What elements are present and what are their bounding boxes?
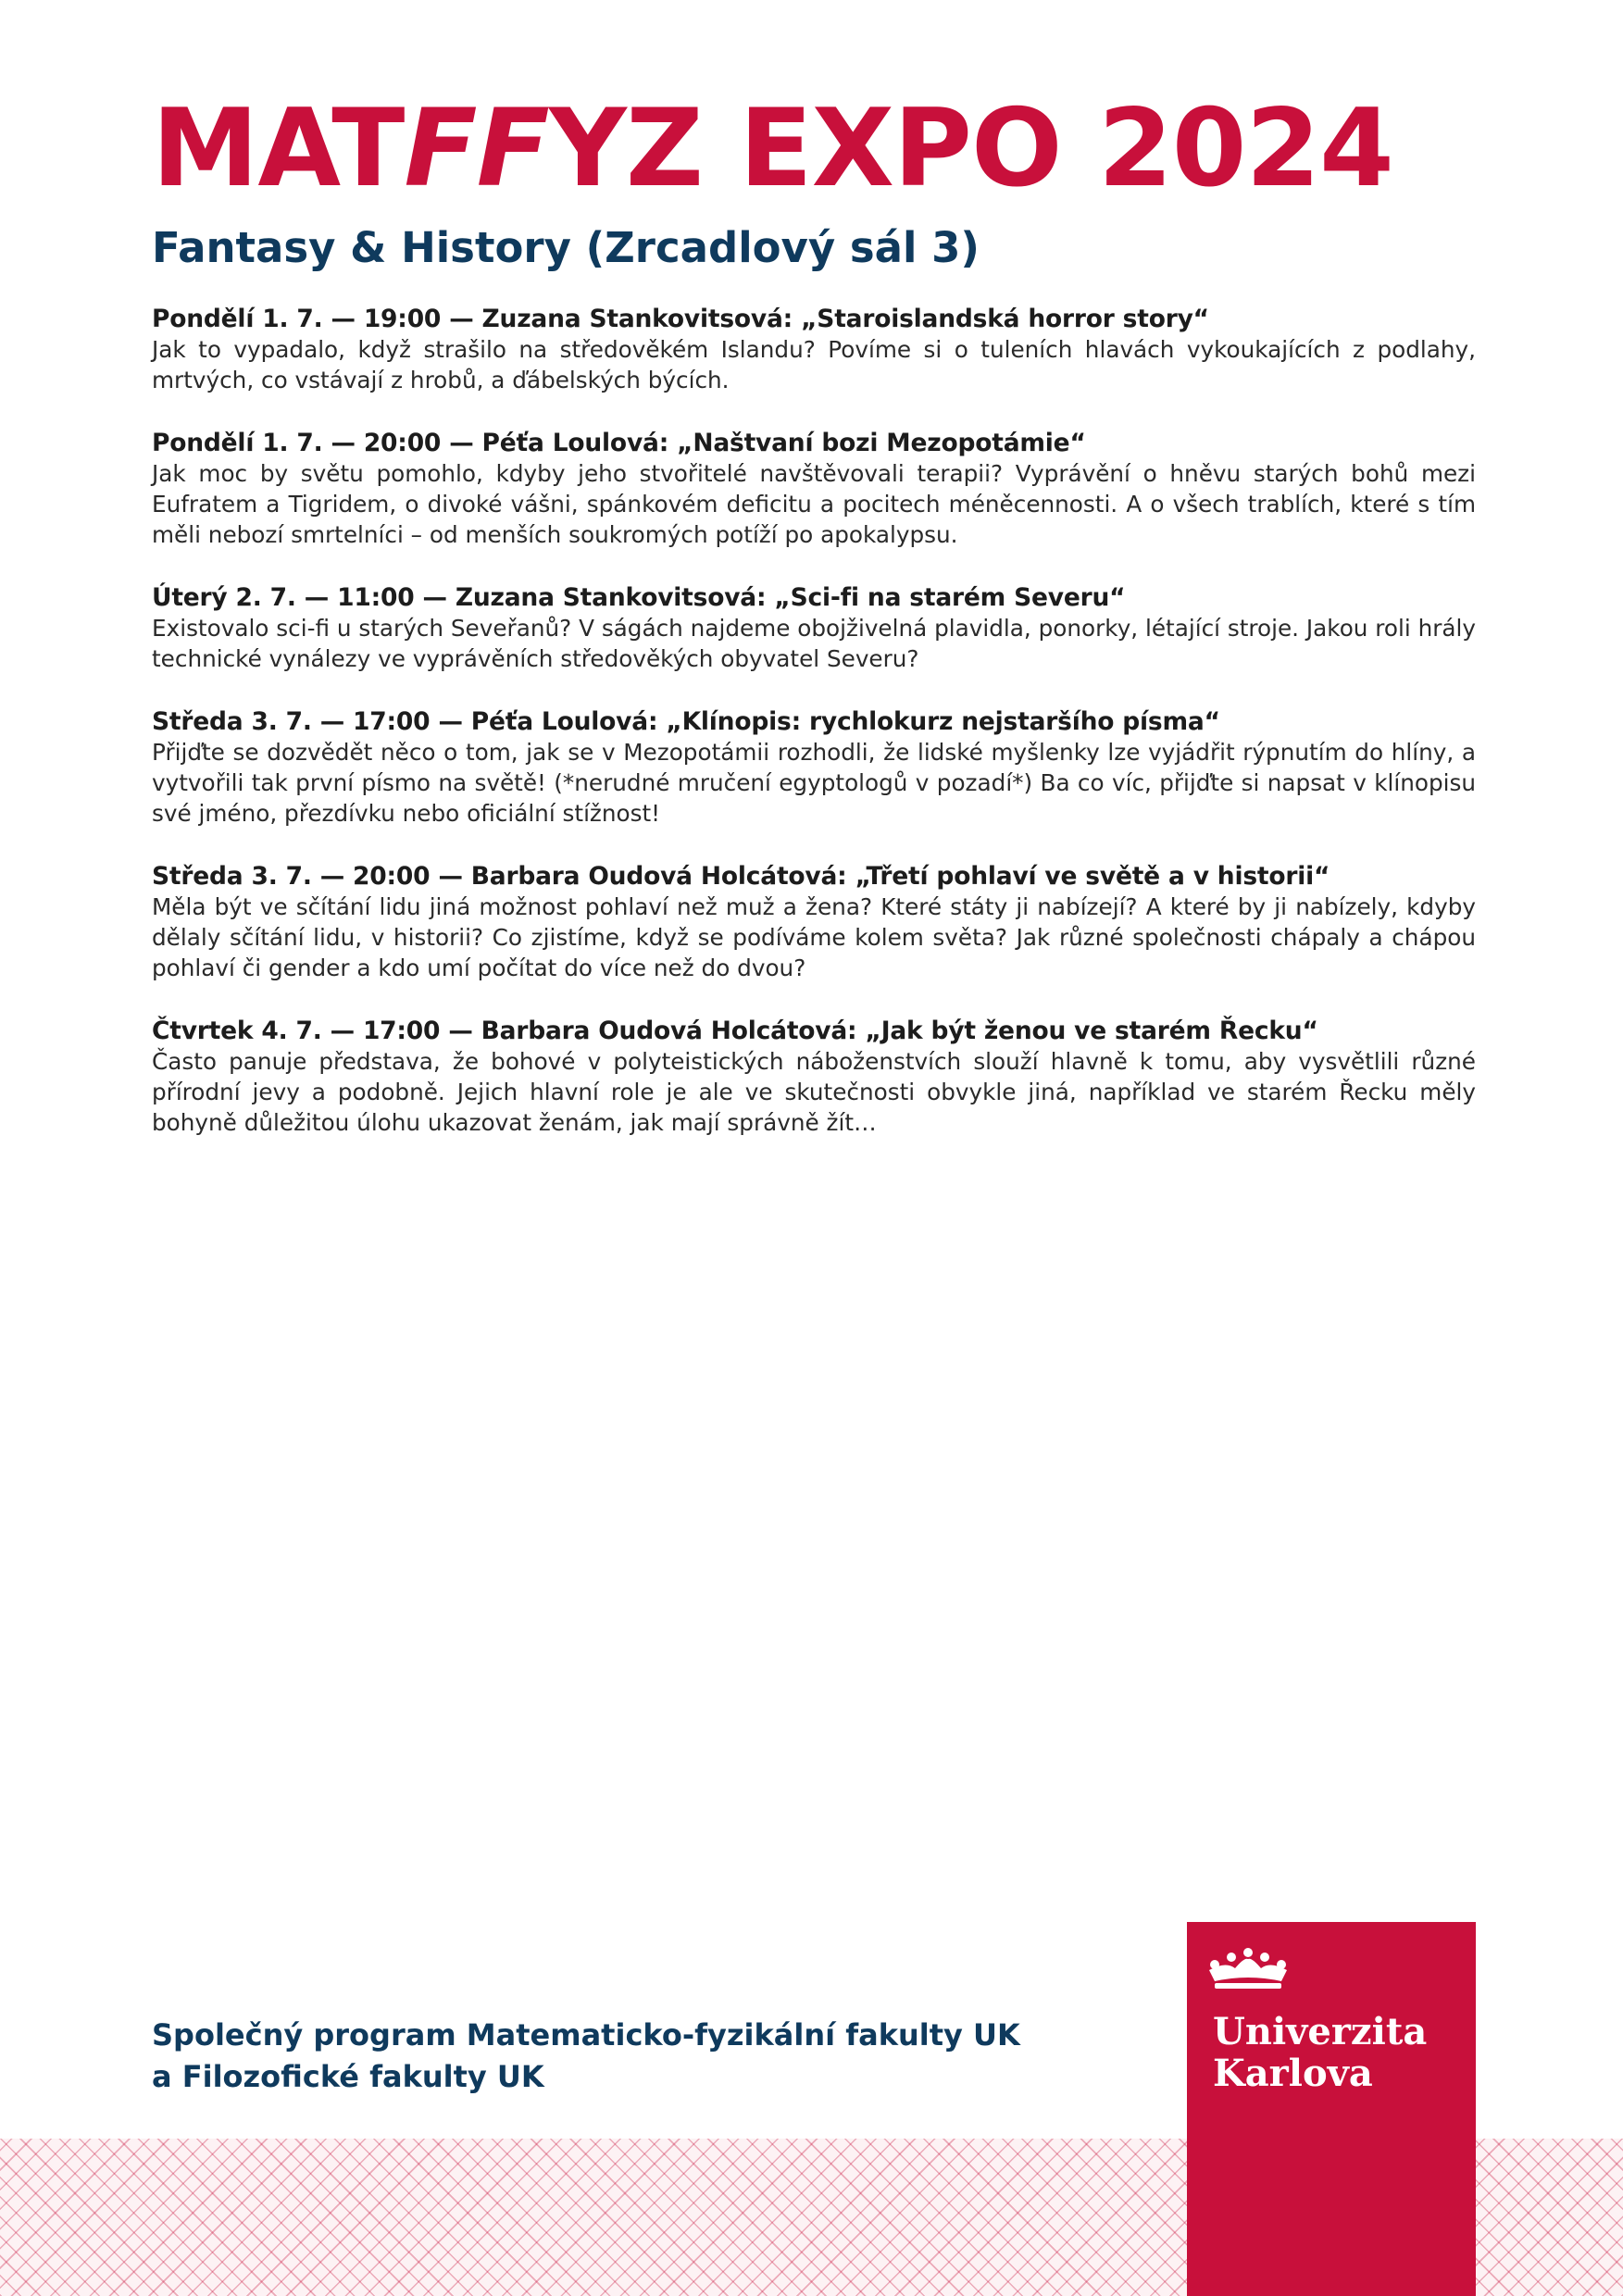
title-part-rest: YZ EXPO 2024 — [548, 86, 1393, 211]
event-item — [152, 861, 1476, 983]
title-part-ff: FF — [404, 86, 549, 211]
university-name-line-1: Univerzita — [1213, 2010, 1428, 2053]
event-description: Měla být ve sčítání lidu jiná možnost pohlaví než muž a žena? Které státy ji nabízejí? A které by ji nabízely, kdyby dělaly sčítání lidu, v historii? Co zjistíme, když se podíváme kolem světa? Jak různé společnosti chápaly a chápou pohlaví či gender a kdo umí počítat do více než do dvou? — [152, 893, 1476, 981]
footer-line-2: a Filozofické fakulty UK — [152, 2059, 544, 2094]
footer-line-1: Společný program Matematicko-fyzikální fakulty UK — [152, 2017, 1020, 2053]
university-name-line-2: Karlova — [1213, 2052, 1373, 2095]
event-description: Jak moc by světu pomohlo, kdyby jeho stvořitelé navštěvovali terapii? Vyprávění o hněvu starých bohů mezi Eufratem a Tigridem, o divoké vášni, spánkovém deficitu a pocitech méněcennosti. A o všech trablích, které s tím měli nebozí smrtelníci – od menších soukromých potíží po apokalypsu. — [152, 460, 1476, 548]
event-title: Středa 3. 7. — 17:00 — Péťa Loulová: „Klínopis: rychlokurz nejstaršího písma“ — [152, 707, 1220, 736]
crown-icon — [1204, 1948, 1292, 1990]
event-description: Často panuje představa, že bohové v polyteistických náboženstvích slouží hlavně k tomu, aby vysvětlili různé přírodní jevy a podobně. Jejich hlavní role je ale ve skutečnosti obvykle jiná, například ve starém Řecku měly bohyně důležitou úlohu ukazovat ženám, jak mají správně žít… — [152, 1048, 1476, 1136]
title-part-mat: MAT — [152, 86, 405, 211]
event-title: Čtvrtek 4. 7. — 17:00 — Barbara Oudová Holcátová: „Jak být ženou ve starém Řecku“ — [152, 1017, 1318, 1045]
event-title: Pondělí 1. 7. — 20:00 — Péťa Loulová: „Naštvaní bozi Mezopotámie“ — [152, 429, 1086, 457]
event-item — [152, 1016, 1476, 1138]
event-item — [152, 304, 1476, 395]
university-name — [1213, 2011, 1427, 2094]
event-description: Existovalo sci-fi u starých Seveřanů? V ságách najdeme obojživelná plavidla, ponorky, létající stroje. Jakou roli hrály technické vynálezy ve vyprávěních středověkých obyvatel Severu? — [152, 615, 1476, 672]
event-title: Úterý 2. 7. — 11:00 — Zuzana Stankovitsová: „Sci-fi na starém Severu“ — [152, 583, 1126, 612]
session-heading: Fantasy & History (Zrcadlový sál 3) — [152, 223, 980, 272]
event-item — [152, 706, 1476, 829]
univerzita-karlova-logo — [1187, 1922, 1476, 2296]
event-item — [152, 428, 1476, 550]
footer-note — [152, 2015, 1020, 2098]
event-description: Přijďte se dozvědět něco o tom, jak se v Mezopotámii rozhodli, že lidské myšlenky lze vyjádřit rýpnutím do hlíny, a vytvořili tak první písmo na světě! (*nerudné mručení egyptologů v pozadí*) Ba co víc, přijďte si napsat v klínopisu své jméno, přezdívku nebo oficiální stížnost! — [152, 739, 1476, 827]
event-title: Pondělí 1. 7. — 19:00 — Zuzana Stankovitsová: „Staroislandská horror story“ — [152, 305, 1209, 333]
event-title: Středa 3. 7. — 20:00 — Barbara Oudová Holcátová: „Třetí pohlaví ve světě a v historii“ — [152, 862, 1330, 891]
event-item — [152, 582, 1476, 674]
poster-title — [152, 86, 1485, 211]
event-description: Jak to vypadalo, když strašilo na středověkém Islandu? Povíme si o tuleních hlavách vykoukajících z podlahy, mrtvých, co vstávají z hrobů, a ďábelských býcích. — [152, 336, 1476, 393]
event-list — [152, 304, 1476, 1170]
